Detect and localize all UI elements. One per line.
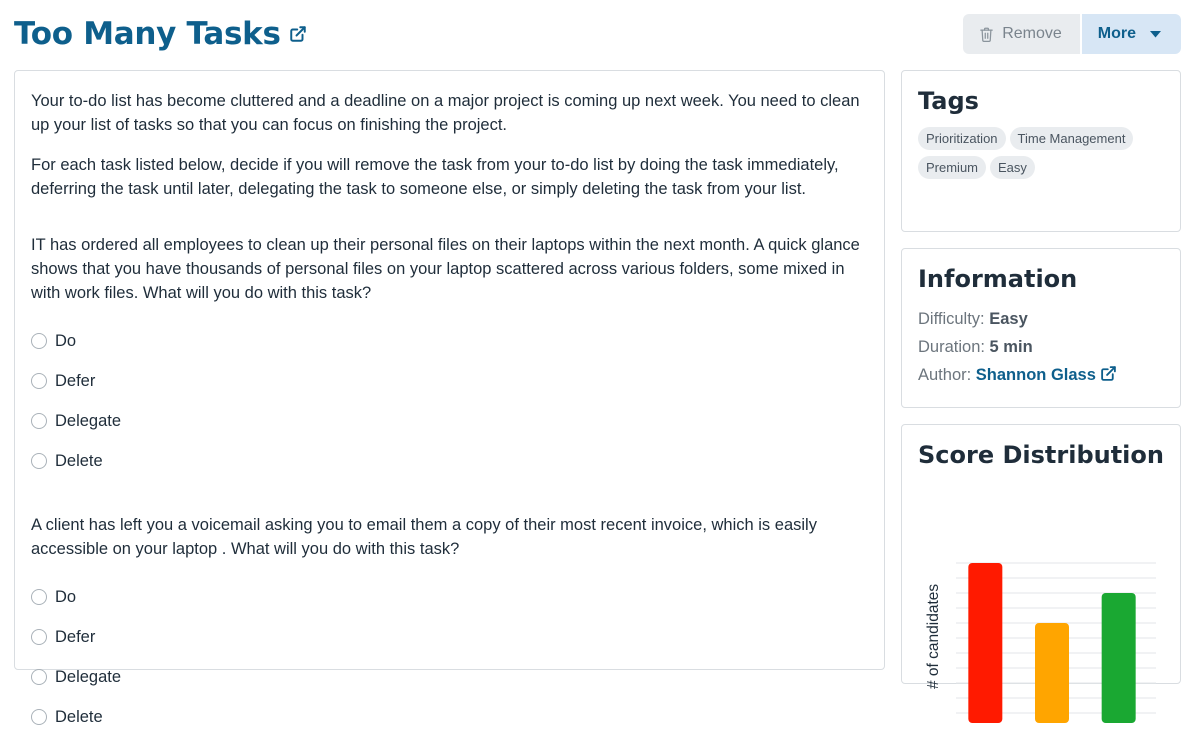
chart-bars (968, 563, 1135, 723)
duration-value: 5 min (989, 338, 1033, 356)
option-do[interactable] (31, 577, 868, 617)
author-row (918, 361, 1164, 389)
information-title: Information (918, 265, 1078, 293)
question-text: IT has ordered all employees to clean up their personal files on their laptops within the next month. A quick glance shows that you have thousands of personal files on your laptop scattered across various folders, some mixed in with work files. What will you do with this task? (31, 236, 860, 302)
radio-button[interactable] (31, 453, 47, 469)
tag-time-management[interactable]: Time Management (1010, 127, 1134, 150)
author-link[interactable]: Shannon Glass (975, 366, 1096, 384)
task-card (14, 70, 885, 726)
option-defer[interactable] (31, 361, 868, 401)
tags-card (901, 70, 1181, 232)
option-label: Delegate (55, 411, 122, 430)
remove-button[interactable] (963, 14, 1080, 54)
option-do[interactable] (31, 321, 868, 361)
option-delete[interactable] (31, 697, 868, 737)
chart-y-label: # of candidates (925, 583, 942, 689)
option-label: Do (55, 331, 77, 350)
author-label: Author: (918, 366, 972, 384)
more-button[interactable] (1082, 14, 1181, 54)
radio-button[interactable] (31, 373, 47, 389)
tags-title: Tags (918, 87, 979, 115)
score-chart-svg (918, 489, 1166, 689)
radio-button[interactable] (31, 629, 47, 645)
external-link-icon[interactable] (1100, 365, 1117, 382)
option-delegate[interactable] (31, 401, 868, 441)
question-1 (31, 233, 868, 481)
header-actions (963, 14, 1181, 54)
tag-easy[interactable]: Easy (990, 156, 1035, 179)
remove-button-label: Remove (1002, 25, 1062, 42)
page-title-text: Too Many Tasks (14, 16, 281, 52)
option-label: Delete (55, 451, 103, 470)
chart-bar-high[interactable] (1102, 593, 1136, 723)
caret-down-icon (1150, 31, 1161, 38)
difficulty-label: Difficulty: (918, 310, 985, 328)
radio-button[interactable] (31, 709, 47, 725)
question-2 (31, 513, 868, 737)
chart-bar-low[interactable] (968, 563, 1002, 723)
chart-bar-medium[interactable] (1035, 623, 1069, 723)
option-label: Delegate (55, 667, 122, 686)
option-delegate[interactable] (31, 657, 868, 697)
tag-list (918, 127, 1164, 179)
more-button-label: More (1097, 25, 1136, 42)
option-defer[interactable] (31, 617, 868, 657)
radio-button[interactable] (31, 669, 47, 685)
tag-prioritization[interactable]: Prioritization (918, 127, 1006, 150)
option-label: Defer (55, 627, 96, 646)
external-link-icon[interactable] (289, 25, 307, 43)
option-label: Defer (55, 371, 96, 390)
score-distribution-card (901, 424, 1181, 689)
instructions-paragraph: For each task listed below, decide if you will remove the task from your to-do list by doing the task immediately, deferring the task until later, delegating the task to someone else, or simply deleting the task from your list. (31, 156, 839, 198)
radio-button[interactable] (31, 589, 47, 605)
option-label: Delete (55, 707, 103, 726)
score-distribution-chart (918, 489, 1164, 689)
intro-paragraph: Your to-do list has become cluttered and a deadline on a major project is coming up next week. You need to clean up your list of tasks so that you can focus on finishing the project. (31, 92, 860, 134)
score-distribution-title: Score Distribution (918, 441, 1164, 469)
difficulty-row (918, 305, 1164, 333)
radio-button[interactable] (31, 333, 47, 349)
question-text: A client has left you a voicemail asking you to email them a copy of their most recent invoice, which is easily accessible on your laptop . What will you do with this task? (31, 516, 817, 558)
radio-button[interactable] (31, 413, 47, 429)
option-delete[interactable] (31, 441, 868, 481)
duration-label: Duration: (918, 338, 985, 356)
duration-row (918, 333, 1164, 361)
option-label: Do (55, 587, 77, 606)
difficulty-value: Easy (989, 310, 1028, 328)
tag-premium[interactable]: Premium (918, 156, 986, 179)
page-title (14, 16, 307, 52)
page-header (14, 12, 1181, 58)
information-card (901, 248, 1181, 408)
trash-icon (979, 26, 994, 43)
